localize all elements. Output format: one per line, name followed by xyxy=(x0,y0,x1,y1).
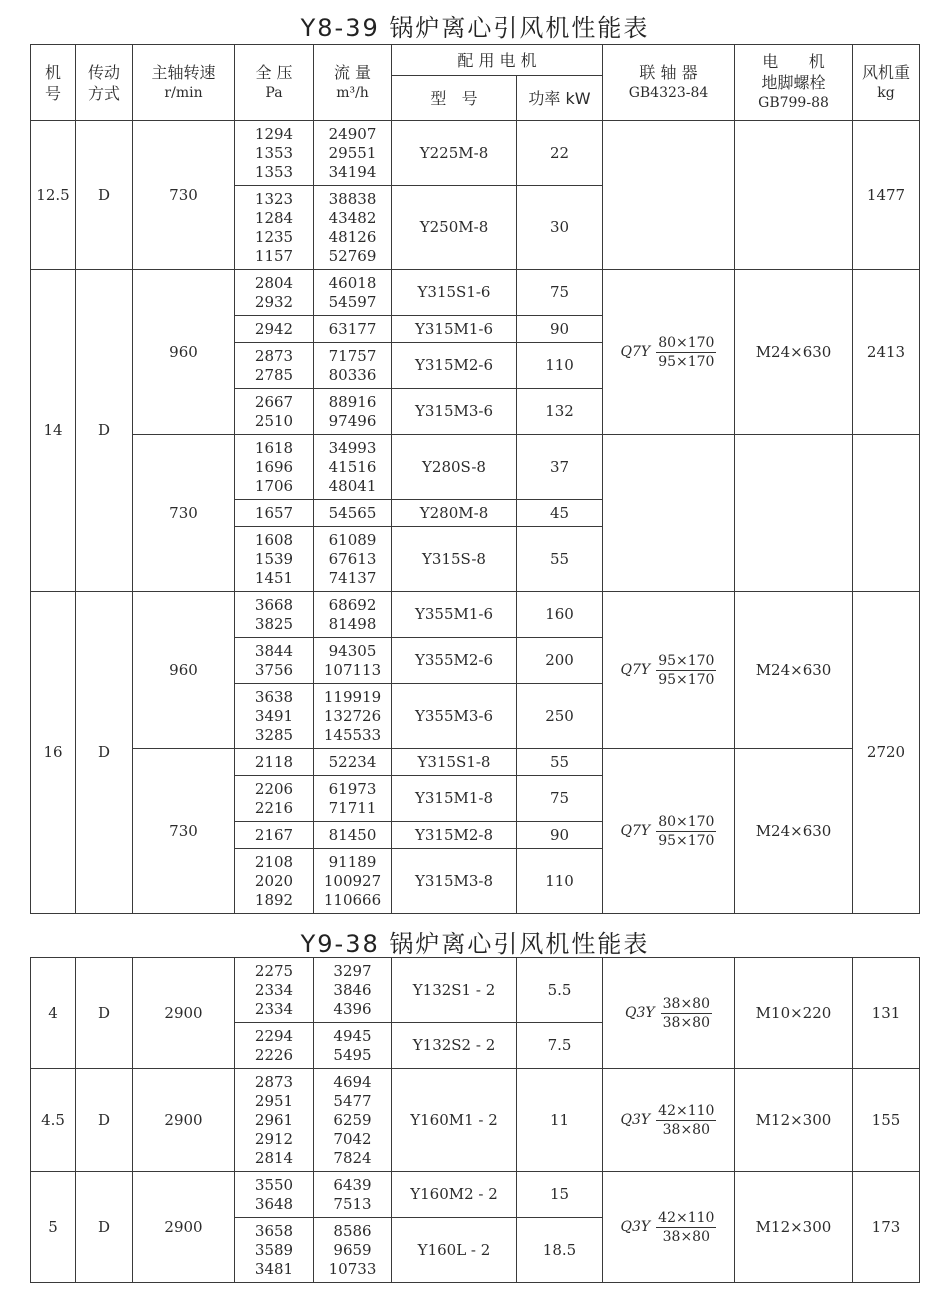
cell-pressure xyxy=(235,822,314,849)
cell-pressure xyxy=(235,389,314,435)
flow-value: 81450 xyxy=(328,825,377,844)
cell-fan-weight: 2720 xyxy=(853,592,920,914)
cell-coupling xyxy=(603,749,735,914)
pressure-value: 1696 xyxy=(254,457,294,476)
flow-value: 61973 xyxy=(328,779,377,798)
header-fan-weight-unit: kg xyxy=(877,84,895,101)
cell-motor-power: 30 xyxy=(517,186,603,270)
coupling-prefix: Q3Y xyxy=(625,1004,655,1021)
table1-title: Y8-39 锅炉离心引风机性能表 xyxy=(300,14,650,42)
flow-value: 41516 xyxy=(328,457,377,476)
cell-fan-weight: 2413 xyxy=(853,270,920,435)
header-fan-weight xyxy=(853,45,920,121)
cell-coupling xyxy=(603,121,735,270)
pressure-value: 2873 xyxy=(254,1072,294,1091)
header-chuandong: 传动 方式 xyxy=(76,45,133,121)
flow-value: 4945 xyxy=(333,1026,372,1045)
cell-motor-power: 110 xyxy=(517,849,603,914)
cell-flow xyxy=(314,389,392,435)
cell-coupling xyxy=(603,1172,735,1283)
cell-coupling xyxy=(603,958,735,1069)
cell-pressure xyxy=(235,1172,314,1218)
cell-flow xyxy=(314,1172,392,1218)
header-anchor-bolt-standard: GB799-88 xyxy=(758,95,829,111)
pressure-value: 2814 xyxy=(254,1148,294,1167)
cell-motor-power: 37 xyxy=(517,435,603,500)
header-coupling-standard: GB4323-84 xyxy=(628,84,709,101)
flow-value: 5495 xyxy=(333,1045,372,1064)
cell-flow xyxy=(314,776,392,822)
cell-motor-power: 250 xyxy=(517,684,603,749)
coupling-denominator: 95×170 xyxy=(658,353,715,370)
pressure-value: 3756 xyxy=(254,660,294,679)
pressure-value: 1235 xyxy=(254,227,294,246)
cell-motor-model: Y132S2 - 2 xyxy=(392,1023,517,1069)
flow-value: 107113 xyxy=(323,660,382,679)
cell-motor-power: 160 xyxy=(517,592,603,638)
table-row xyxy=(31,121,920,186)
coupling-denominator: 38×80 xyxy=(662,1121,710,1138)
coupling-prefix: Q7Y xyxy=(620,661,651,678)
header-motor: 配 用 电 机 xyxy=(392,45,603,76)
cell-flow xyxy=(314,270,392,316)
header-flow-unit: m³/h xyxy=(336,84,369,101)
flow-value: 67613 xyxy=(328,549,377,568)
pressure-value: 1353 xyxy=(254,143,294,162)
header-motor-model: 型 号 xyxy=(392,76,517,121)
cell-flow xyxy=(314,592,392,638)
cell-motor-power: 7.5 xyxy=(517,1023,603,1069)
coupling-prefix: Q3Y xyxy=(620,1218,651,1235)
header-spindle-speed-unit: r/min xyxy=(164,84,203,101)
cell-flow xyxy=(314,435,392,500)
cell-jihao: 14 xyxy=(31,270,76,592)
coupling-spec xyxy=(621,334,717,371)
cell-motor-power: 5.5 xyxy=(517,958,603,1023)
pressure-value: 3825 xyxy=(254,614,294,633)
pressure-value: 1284 xyxy=(254,208,294,227)
flow-value: 81498 xyxy=(328,614,377,633)
cell-motor-power: 75 xyxy=(517,776,603,822)
coupling-numerator: 95×170 xyxy=(658,652,715,669)
cell-jihao: 5 xyxy=(31,1172,76,1283)
pressure-value: 2873 xyxy=(254,346,294,365)
cell-pressure xyxy=(235,749,314,776)
header-spindle-speed xyxy=(133,45,235,121)
flow-value: 3297 xyxy=(333,961,372,980)
pressure-value: 2667 xyxy=(254,392,294,411)
pressure-value: 1892 xyxy=(254,890,294,909)
pressure-value: 2804 xyxy=(254,273,294,292)
table-row xyxy=(31,435,920,500)
coupling-spec xyxy=(621,1102,717,1139)
cell-motor-model: Y160M1 - 2 xyxy=(392,1069,517,1172)
coupling-spec xyxy=(621,813,717,850)
cell-speed: 730 xyxy=(133,435,235,592)
cell-motor-model: Y315M1-6 xyxy=(392,316,517,343)
pressure-value: 3491 xyxy=(254,706,294,725)
pressure-value: 2785 xyxy=(254,365,294,384)
cell-anchor-bolt: M12×300 xyxy=(735,1069,853,1172)
cell-pressure xyxy=(235,343,314,389)
cell-jihao: 4.5 xyxy=(31,1069,76,1172)
cell-motor-model: Y315M3-8 xyxy=(392,849,517,914)
cell-motor-model: Y315M2-6 xyxy=(392,343,517,389)
cell-motor-model: Y355M3-6 xyxy=(392,684,517,749)
cell-motor-power: 200 xyxy=(517,638,603,684)
pressure-value: 2961 xyxy=(254,1110,294,1129)
cell-anchor-bolt: M10×220 xyxy=(735,958,853,1069)
cell-speed: 960 xyxy=(133,592,235,749)
cell-pressure xyxy=(235,435,314,500)
pressure-value: 3481 xyxy=(254,1259,294,1278)
cell-motor-power: 132 xyxy=(517,389,603,435)
cell-flow xyxy=(314,749,392,776)
pressure-value: 2951 xyxy=(254,1091,294,1110)
table-row xyxy=(31,270,920,316)
flow-value: 4396 xyxy=(333,999,372,1018)
cell-motor-model: Y315M2-8 xyxy=(392,822,517,849)
cell-pressure xyxy=(235,958,314,1023)
flow-value: 54597 xyxy=(328,292,377,311)
table2-body xyxy=(31,958,920,1283)
pressure-value: 1618 xyxy=(254,438,294,457)
header-total-pressure-unit: Pa xyxy=(265,84,283,101)
flow-value: 145533 xyxy=(323,725,382,744)
cell-motor-power: 110 xyxy=(517,343,603,389)
cell-jihao: 16 xyxy=(31,592,76,914)
flow-value: 8586 xyxy=(333,1221,372,1240)
flow-value: 119919 xyxy=(323,687,382,706)
coupling-prefix: Q3Y xyxy=(620,1111,651,1128)
cell-motor-model: Y160M2 - 2 xyxy=(392,1172,517,1218)
coupling-spec xyxy=(621,652,717,689)
cell-motor-model: Y315S1-8 xyxy=(392,749,517,776)
cell-flow xyxy=(314,343,392,389)
cell-chuandong: D xyxy=(76,1172,133,1283)
cell-motor-model: Y355M2-6 xyxy=(392,638,517,684)
flow-value: 3846 xyxy=(333,980,372,999)
cell-fan-weight: 155 xyxy=(853,1069,920,1172)
pressure-value: 2108 xyxy=(254,852,294,871)
pressure-value: 2294 xyxy=(254,1026,294,1045)
coupling-numerator: 80×170 xyxy=(658,813,715,830)
cell-motor-model: Y225M-8 xyxy=(392,121,517,186)
coupling-prefix: Q7Y xyxy=(620,343,651,360)
cell-motor-power: 15 xyxy=(517,1172,603,1218)
cell-speed: 2900 xyxy=(133,958,235,1069)
cell-motor-model: Y160L - 2 xyxy=(392,1218,517,1283)
pressure-value: 3668 xyxy=(254,595,294,614)
coupling-fraction xyxy=(656,813,716,850)
coupling-numerator: 38×80 xyxy=(662,995,710,1012)
flow-value: 7513 xyxy=(333,1194,372,1213)
pressure-value: 3550 xyxy=(254,1175,294,1194)
coupling-numerator: 80×170 xyxy=(658,334,715,351)
cell-flow xyxy=(314,186,392,270)
pressure-value: 1294 xyxy=(254,124,294,143)
cell-pressure xyxy=(235,527,314,592)
flow-value: 48126 xyxy=(328,227,377,246)
coupling-spec xyxy=(625,995,712,1032)
coupling-prefix: Q7Y xyxy=(620,822,651,839)
pressure-value: 1157 xyxy=(254,246,294,265)
cell-pressure xyxy=(235,121,314,186)
cell-motor-power: 55 xyxy=(517,749,603,776)
cell-coupling xyxy=(603,1069,735,1172)
cell-motor-model: Y280S-8 xyxy=(392,435,517,500)
flow-value: 74137 xyxy=(328,568,377,587)
flow-value: 9659 xyxy=(333,1240,372,1259)
cell-motor-power: 90 xyxy=(517,822,603,849)
cell-speed: 730 xyxy=(133,749,235,914)
cell-motor-power: 55 xyxy=(517,527,603,592)
header-motor-power: 功率 kW xyxy=(517,76,603,121)
header-total-pressure xyxy=(235,45,314,121)
pressure-value: 1706 xyxy=(254,476,294,495)
flow-value: 88916 xyxy=(328,392,377,411)
flow-value: 7042 xyxy=(333,1129,372,1148)
cell-anchor-bolt: M24×630 xyxy=(735,270,853,435)
cell-flow xyxy=(314,684,392,749)
pressure-value: 2942 xyxy=(254,319,294,338)
cell-pressure xyxy=(235,592,314,638)
pressure-value: 3658 xyxy=(254,1221,294,1240)
flow-value: 61089 xyxy=(328,530,377,549)
flow-value: 71711 xyxy=(328,798,377,817)
flow-value: 6259 xyxy=(333,1110,372,1129)
cell-flow xyxy=(314,1218,392,1283)
table-row xyxy=(31,1172,920,1218)
cell-speed: 960 xyxy=(133,270,235,435)
cell-chuandong: D xyxy=(76,270,133,592)
cell-pressure xyxy=(235,270,314,316)
cell-fan-weight xyxy=(853,435,920,592)
flow-value: 10733 xyxy=(328,1259,377,1278)
cell-motor-model: Y315M3-6 xyxy=(392,389,517,435)
cell-motor-model: Y315M1-8 xyxy=(392,776,517,822)
cell-pressure xyxy=(235,776,314,822)
pressure-value: 2226 xyxy=(254,1045,294,1064)
cell-flow xyxy=(314,121,392,186)
coupling-fraction xyxy=(656,334,716,371)
cell-flow xyxy=(314,316,392,343)
performance-table-y9-38 xyxy=(30,957,920,1283)
pressure-value: 2912 xyxy=(254,1129,294,1148)
flow-value: 34194 xyxy=(328,162,377,181)
header-anchor-bolt-line1: 电 机 xyxy=(762,52,825,71)
cell-coupling xyxy=(603,435,735,592)
cell-flow xyxy=(314,958,392,1023)
flow-value: 6439 xyxy=(333,1175,372,1194)
cell-chuandong: D xyxy=(76,1069,133,1172)
table2-title: Y9-38 锅炉离心引风机性能表 xyxy=(300,930,650,958)
header-anchor-bolt xyxy=(735,45,853,121)
header-flow-label: 流 量 xyxy=(333,62,372,82)
pressure-value: 2118 xyxy=(254,752,294,771)
header-flow xyxy=(314,45,392,121)
coupling-denominator: 95×170 xyxy=(658,671,715,688)
cell-flow xyxy=(314,527,392,592)
flow-value: 110666 xyxy=(323,890,382,909)
cell-coupling xyxy=(603,592,735,749)
cell-motor-power: 90 xyxy=(517,316,603,343)
cell-motor-model: Y132S1 - 2 xyxy=(392,958,517,1023)
cell-motor-model: Y355M1-6 xyxy=(392,592,517,638)
cell-anchor-bolt: M24×630 xyxy=(735,592,853,749)
cell-speed: 730 xyxy=(133,121,235,270)
cell-chuandong: D xyxy=(76,592,133,914)
flow-value: 71757 xyxy=(328,346,377,365)
pressure-value: 3589 xyxy=(254,1240,294,1259)
flow-value: 52234 xyxy=(328,752,377,771)
header-anchor-bolt-line2: 地脚螺栓 xyxy=(761,73,826,92)
flow-value: 46018 xyxy=(328,273,377,292)
cell-anchor-bolt: M24×630 xyxy=(735,749,853,914)
cell-pressure xyxy=(235,1218,314,1283)
cell-coupling xyxy=(603,270,735,435)
pressure-value: 2167 xyxy=(254,825,294,844)
cell-pressure xyxy=(235,1023,314,1069)
pressure-value: 1608 xyxy=(254,530,294,549)
flow-value: 80336 xyxy=(328,365,377,384)
pressure-value: 2932 xyxy=(254,292,294,311)
pressure-value: 1539 xyxy=(254,549,294,568)
cell-chuandong: D xyxy=(76,958,133,1069)
pressure-value: 2334 xyxy=(254,999,294,1018)
cell-chuandong: D xyxy=(76,121,133,270)
flow-value: 97496 xyxy=(328,411,377,430)
cell-motor-power: 45 xyxy=(517,500,603,527)
pressure-value: 3648 xyxy=(254,1194,294,1213)
cell-motor-model: Y315S-8 xyxy=(392,527,517,592)
cell-pressure xyxy=(235,500,314,527)
cell-motor-power: 75 xyxy=(517,270,603,316)
cell-motor-model: Y250M-8 xyxy=(392,186,517,270)
header-coupling xyxy=(603,45,735,121)
flow-value: 24907 xyxy=(328,124,377,143)
cell-flow xyxy=(314,822,392,849)
cell-pressure xyxy=(235,638,314,684)
flow-value: 91189 xyxy=(328,852,377,871)
coupling-denominator: 95×170 xyxy=(658,832,715,849)
header-coupling-label: 联 轴 器 xyxy=(639,62,698,82)
flow-value: 34993 xyxy=(328,438,377,457)
cell-flow xyxy=(314,500,392,527)
table-row xyxy=(31,958,920,1023)
cell-anchor-bolt xyxy=(735,121,853,270)
flow-value: 43482 xyxy=(328,208,377,227)
cell-pressure xyxy=(235,1069,314,1172)
cell-motor-model: Y315S1-6 xyxy=(392,270,517,316)
cell-flow xyxy=(314,1069,392,1172)
flow-value: 94305 xyxy=(328,641,377,660)
performance-table-y8-39 xyxy=(30,44,920,914)
flow-value: 48041 xyxy=(328,476,377,495)
cell-pressure xyxy=(235,684,314,749)
flow-value: 7824 xyxy=(333,1148,372,1167)
coupling-fraction xyxy=(661,995,712,1032)
coupling-denominator: 38×80 xyxy=(662,1014,710,1031)
pressure-value: 2334 xyxy=(254,980,294,999)
flow-value: 52769 xyxy=(328,246,377,265)
cell-motor-power: 18.5 xyxy=(517,1218,603,1283)
cell-flow xyxy=(314,849,392,914)
pressure-value: 1451 xyxy=(254,568,294,587)
cell-pressure xyxy=(235,186,314,270)
pressure-value: 2206 xyxy=(254,779,294,798)
pressure-value: 2020 xyxy=(254,871,294,890)
cell-motor-power: 11 xyxy=(517,1069,603,1172)
pressure-value: 1323 xyxy=(254,189,294,208)
flow-value: 63177 xyxy=(328,319,377,338)
pressure-value: 2275 xyxy=(254,961,294,980)
flow-value: 68692 xyxy=(328,595,377,614)
pressure-value: 1657 xyxy=(254,503,294,522)
coupling-fraction xyxy=(656,652,716,689)
flow-value: 4694 xyxy=(333,1072,372,1091)
coupling-numerator: 42×110 xyxy=(658,1102,715,1119)
cell-anchor-bolt xyxy=(735,435,853,592)
cell-motor-power: 22 xyxy=(517,121,603,186)
table-row xyxy=(31,749,920,776)
cell-flow xyxy=(314,1023,392,1069)
pressure-value: 3844 xyxy=(254,641,294,660)
flow-value: 5477 xyxy=(333,1091,372,1110)
cell-pressure xyxy=(235,316,314,343)
pressure-value: 1353 xyxy=(254,162,294,181)
cell-speed: 2900 xyxy=(133,1172,235,1283)
header-spindle-speed-label: 主轴转速 xyxy=(151,62,216,82)
cell-fan-weight: 1477 xyxy=(853,121,920,270)
coupling-numerator: 42×110 xyxy=(658,1209,715,1226)
cell-fan-weight: 173 xyxy=(853,1172,920,1283)
flow-value: 38838 xyxy=(328,189,377,208)
pressure-value: 2216 xyxy=(254,798,294,817)
cell-flow xyxy=(314,638,392,684)
pressure-value: 2510 xyxy=(254,411,294,430)
flow-value: 100927 xyxy=(323,871,382,890)
header-fan-weight-label: 风机重 xyxy=(862,62,911,82)
header-jihao: 机 号 xyxy=(31,45,76,121)
cell-speed: 2900 xyxy=(133,1069,235,1172)
coupling-denominator: 38×80 xyxy=(662,1228,710,1245)
coupling-fraction xyxy=(656,1209,716,1246)
table-row xyxy=(31,592,920,638)
pressure-value: 3638 xyxy=(254,687,294,706)
cell-jihao: 12.5 xyxy=(31,121,76,270)
flow-value: 132726 xyxy=(323,706,382,725)
pressure-value: 3285 xyxy=(254,725,294,744)
cell-fan-weight: 131 xyxy=(853,958,920,1069)
flow-value: 54565 xyxy=(328,503,377,522)
cell-jihao: 4 xyxy=(31,958,76,1069)
table1-body xyxy=(31,121,920,914)
cell-motor-model: Y280M-8 xyxy=(392,500,517,527)
table-row xyxy=(31,1069,920,1172)
cell-anchor-bolt: M12×300 xyxy=(735,1172,853,1283)
header-total-pressure-label: 全 压 xyxy=(255,62,293,82)
coupling-spec xyxy=(621,1209,717,1246)
coupling-fraction xyxy=(656,1102,716,1139)
cell-pressure xyxy=(235,849,314,914)
flow-value: 29551 xyxy=(328,143,377,162)
